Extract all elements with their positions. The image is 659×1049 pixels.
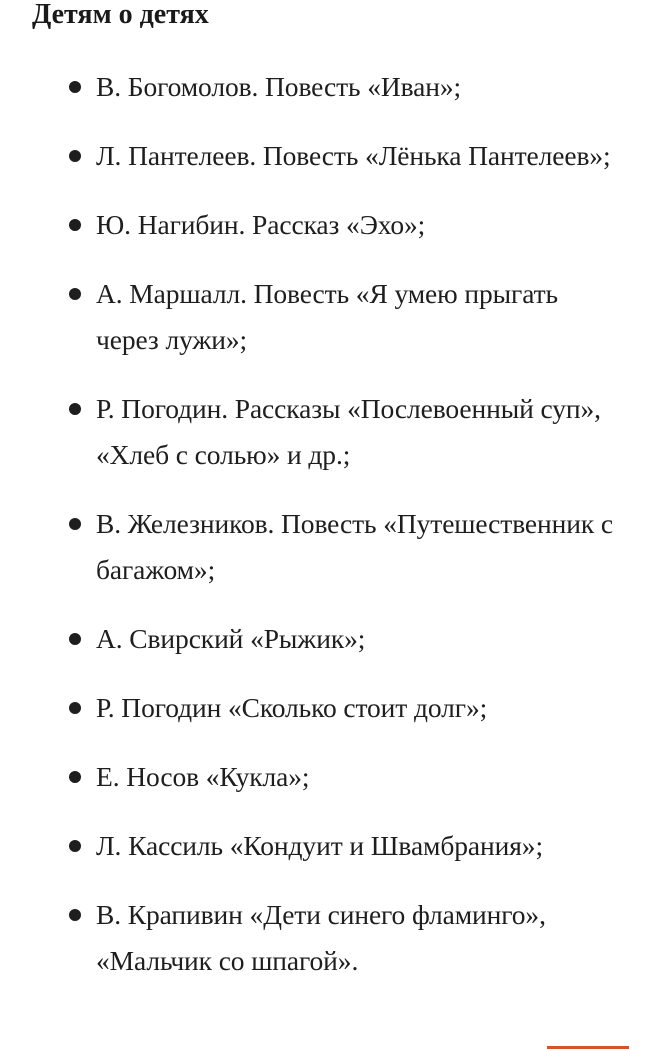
book-text: Е. Носов «Кукла»; bbox=[96, 761, 310, 792]
bullet-icon bbox=[69, 81, 81, 93]
book-text: Ю. Нагибин. Рассказ «Эхо»; bbox=[96, 209, 426, 240]
list-item bbox=[0, 892, 659, 984]
list-item bbox=[0, 386, 659, 478]
book-list bbox=[0, 64, 659, 1007]
book-text: В. Богомолов. Повесть «Иван»; bbox=[96, 71, 462, 102]
book-text: В. Крапивин «Дети синего фламинго», «Мальчик со шпагой». bbox=[96, 899, 546, 976]
list-item bbox=[0, 271, 659, 363]
bullet-icon bbox=[69, 150, 81, 162]
book-text: В. Железников. Повесть «Путешественник с багажом»; bbox=[96, 508, 614, 585]
list-item bbox=[0, 133, 659, 179]
list-item bbox=[0, 823, 659, 869]
list-item bbox=[0, 64, 659, 110]
bullet-icon bbox=[69, 909, 81, 921]
section-heading: Детям о детях bbox=[32, 0, 209, 30]
bullet-icon bbox=[69, 771, 81, 783]
book-text: Р. Погодин «Сколько стоит долг»; bbox=[96, 692, 488, 723]
book-text: А. Свирский «Рыжик»; bbox=[96, 623, 366, 654]
bullet-icon bbox=[69, 633, 81, 645]
book-text: Р. Погодин. Рассказы «Послевоенный суп», «Хлеб с солью» и др.; bbox=[96, 393, 601, 470]
book-text: Л. Кассиль «Кондуит и Швамбрания»; bbox=[96, 830, 543, 861]
bullet-icon bbox=[69, 403, 81, 415]
book-text: Л. Пантелеев. Повесть «Лёнька Пантелеев»; bbox=[96, 140, 611, 171]
bullet-icon bbox=[69, 219, 81, 231]
list-item bbox=[0, 754, 659, 800]
list-item bbox=[0, 202, 659, 248]
bullet-icon bbox=[69, 702, 81, 714]
bullet-icon bbox=[69, 518, 81, 530]
bullet-icon bbox=[69, 288, 81, 300]
bullet-icon bbox=[69, 840, 81, 852]
list-item bbox=[0, 616, 659, 662]
book-text: А. Маршалл. Повесть «Я умею прыгать через лужи»; bbox=[96, 278, 558, 355]
list-item bbox=[0, 501, 659, 593]
list-item bbox=[0, 685, 659, 731]
